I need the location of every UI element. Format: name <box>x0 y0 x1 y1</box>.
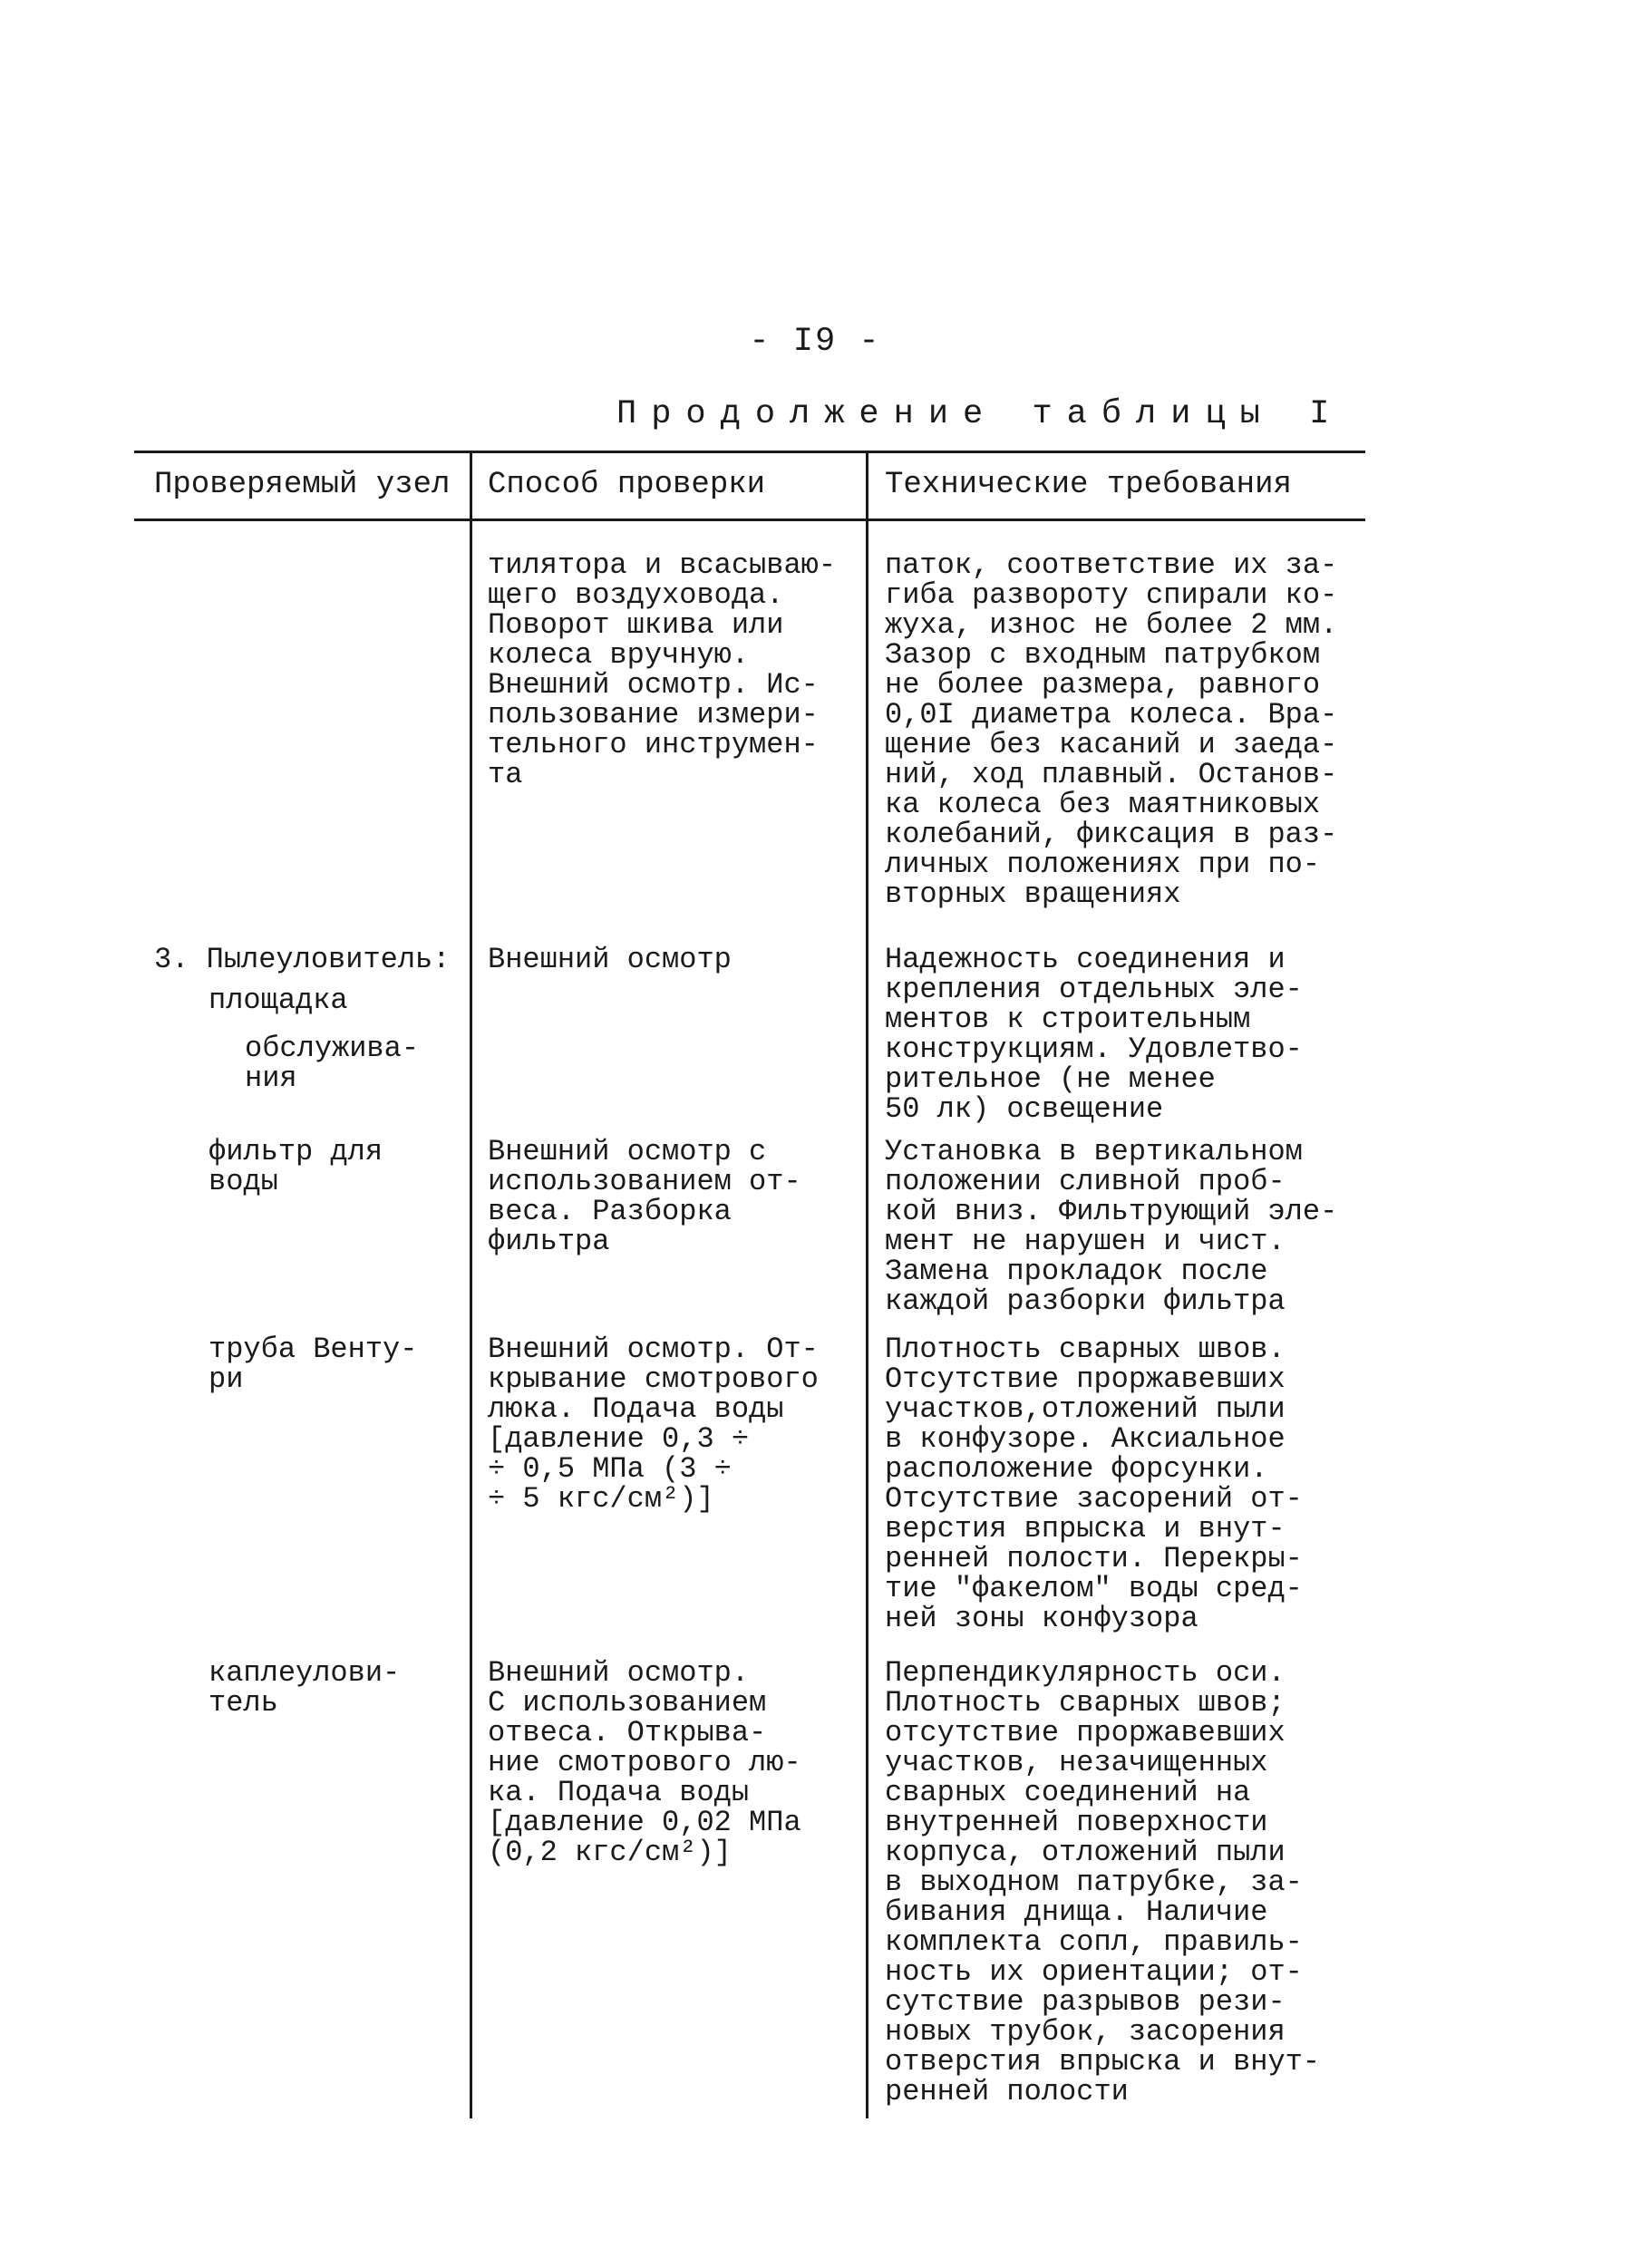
row-6-requirements: Перпендикулярность оси. Плотность сварных швов; отсутствие проржавевших участков, незачищенных сварных соединений на внутренней поверхности корпуса, отложений пыли в выходном патрубке, за- бивания днища. Наличие комплекта сопл, правиль- ность их ориентации; от- сутствие разрывов рези- новых трубок, засорения отверстия впрыска и внут- ренней полости <box>885 1656 1321 2108</box>
row-6-method: Внешний осмотр. С использованием отвеса. Открыва- ние смотрового лю- ка. Подача воды [давление 0,02 МПа (0,2 кгс/см²)] <box>488 1656 801 1869</box>
row-5-method: Внешний осмотр. От- крывание смотрового люка. Подача воды [давление 0,3 ÷ ÷ 0,5 МПа (3 ÷ ÷ 5 кгс/см²)] <box>488 1333 819 1516</box>
row-3-node: обслужива- ния <box>245 1032 420 1095</box>
row-1-node: 3. Пылеуловитель: <box>154 943 451 976</box>
row-5-node: труба Венту- ри <box>209 1333 418 1396</box>
row-4-requirements: Установка в вертикальном положении сливной проб- кой вниз. Фильтрующий эле- мент не нарушен и чист. Замена прокладок после каждой разборки фильтра <box>885 1135 1338 1318</box>
row-0-method: тилятора и всасываю- щего воздуховода. Поворот шкива или колеса вручную. Внешний осмотр. Ис- пользование измери- тельного инструмен- та <box>488 548 837 791</box>
column-divider-1 <box>470 451 472 2118</box>
header-node: Проверяемый узел <box>154 468 451 502</box>
row-6-node: каплеулови- тель <box>209 1656 401 1720</box>
row-2-node: площадка <box>209 984 348 1017</box>
header-method: Способ проверки <box>488 468 766 502</box>
header-requirements: Технические требования <box>885 468 1292 502</box>
header-bottom-rule <box>134 519 1365 521</box>
table-top-rule <box>134 451 1365 453</box>
row-1-method: Внешний осмотр <box>488 943 732 976</box>
page-number: - I9 - <box>749 323 881 361</box>
row-5-requirements: Плотность сварных швов. Отсутствие проржавевших участков,отложений пыли в конфузоре. Аксиальное расположение форсунки. Отсутствие засорений от- верстия впрыска и внут- ренней полости. Перекры- тие "факелом" воды сред- ней зоны конфузора <box>885 1333 1303 1635</box>
table-continuation-title: Продолжение таблицы I <box>616 395 1344 433</box>
row-0-requirements: паток, соответствие их за- гиба развороту спирали ко- жуха, износ не более 2 мм. Зазор с входным патрубком не более размера, равного 0,0I диаметра колеса. Вра- щение без касаний и заеда- ний, ход плавный. Останов- ка колеса без маятниковых колебаний, фиксация в раз- личных положениях при по- вторных вращениях <box>885 548 1338 911</box>
column-divider-2 <box>866 451 868 2118</box>
inspection-table <box>134 451 1365 2118</box>
row-4-node: фильтр для воды <box>209 1135 383 1198</box>
row-1-requirements: Надежность соединения и крепления отдельных эле- ментов к строительным конструкциям. Удовлетво- рительное (не менее 50 лк) освещение <box>885 943 1303 1126</box>
row-4-method: Внешний осмотр с использованием от- веса. Разборка фильтра <box>488 1135 801 1258</box>
